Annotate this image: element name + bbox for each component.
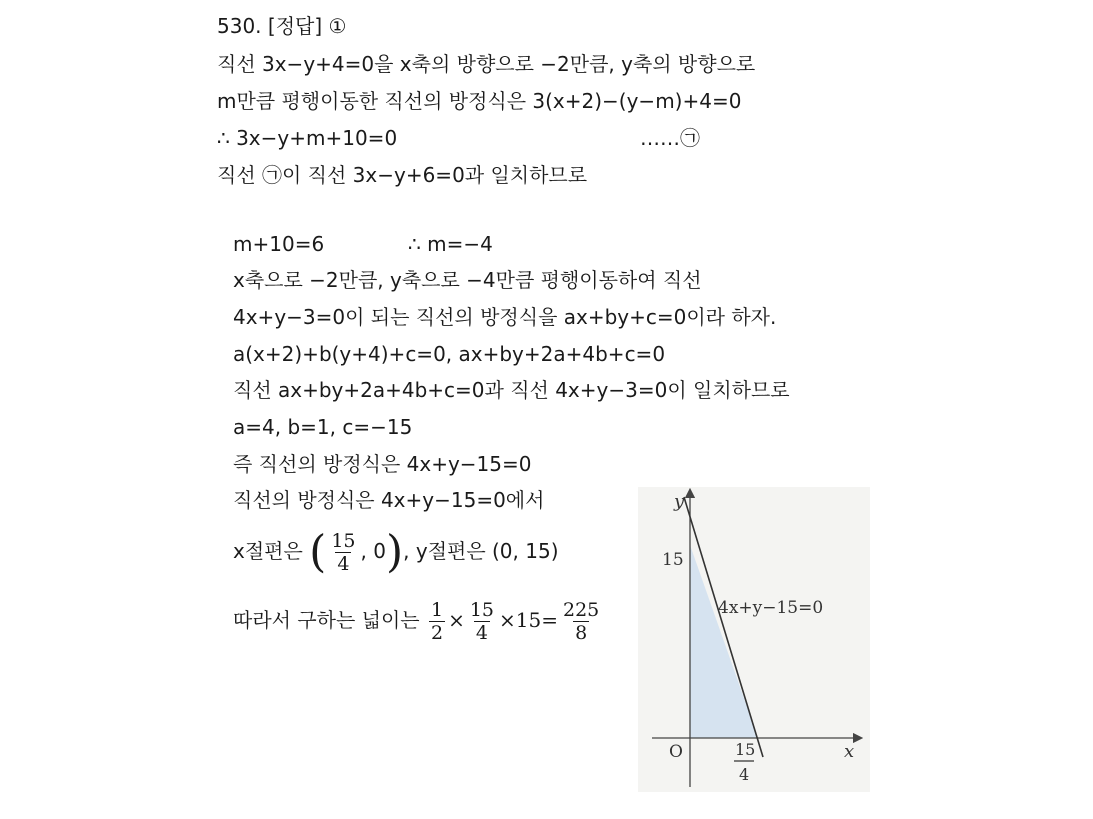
fraction-numerator: 15 xyxy=(469,599,495,621)
equation-reference-mark: ……㉠ xyxy=(640,126,700,150)
area-prefix: 따라서 구하는 넓이는 xyxy=(233,608,420,632)
y-intercept-text: , y절편은 (0, 15) xyxy=(403,539,559,563)
solution-line-2: m만큼 평행이동한 직선의 방정식은 3(x+2)−(y−m)+4=0 xyxy=(217,89,742,113)
answer-value: ① xyxy=(328,14,347,38)
solution-line-5b: ∴ m=−4 xyxy=(408,232,493,256)
x-intercept-fraction xyxy=(329,530,357,575)
line-equation-label: 4x+y−15=0 xyxy=(718,598,824,618)
close-paren: ) xyxy=(385,526,404,578)
solution-line-4: 직선 ㉠이 직선 3x−y+6=0과 일치하므로 xyxy=(217,163,588,187)
y-axis-label: y xyxy=(674,491,685,512)
fraction-fifteen-quarters xyxy=(468,599,496,644)
fraction-denominator: 4 xyxy=(337,553,350,575)
fraction-denominator: 4 xyxy=(475,622,488,644)
intercept-graph xyxy=(638,487,870,792)
fraction-denominator: 2 xyxy=(430,622,444,644)
fraction-numerator: 1 xyxy=(430,599,444,621)
y-intercept-label: 15 xyxy=(662,550,684,570)
times-sign: × xyxy=(448,608,465,632)
solution-line-9: 직선 ax+by+2a+4b+c=0과 직선 4x+y−3=0이 일치하므로 xyxy=(233,378,790,402)
intercepts-line xyxy=(233,523,559,579)
fraction-one-half xyxy=(429,599,445,644)
solution-line-5a: m+10=6 xyxy=(233,232,325,256)
times-fifteen-equals: ×15= xyxy=(499,608,558,632)
fraction-denominator: 8 xyxy=(575,622,588,644)
answer-label: [정답] xyxy=(267,14,323,38)
problem-header xyxy=(217,14,346,38)
solution-line-11: 즉 직선의 방정식은 4x+y−15=0 xyxy=(233,452,532,476)
x-intercept-prefix: x절편은 xyxy=(233,539,303,563)
solution-line-1: 직선 3x−y+4=0을 x축의 방향으로 −2만큼, y축의 방향으로 xyxy=(217,52,756,76)
open-paren: ( xyxy=(309,526,327,578)
solution-line-12: 직선의 방정식은 4x+y−15=0에서 xyxy=(233,488,545,512)
problem-number: 530. xyxy=(217,14,262,38)
fraction-numerator: 225 xyxy=(562,599,600,621)
area-line xyxy=(233,592,604,648)
solution-line-6: x축으로 −2만큼, y축으로 −4만큼 평행이동하여 직선 xyxy=(233,268,702,292)
fraction-result xyxy=(561,599,601,644)
fraction-numerator: 15 xyxy=(331,530,356,552)
x-axis-label: x xyxy=(844,741,855,762)
solution-line-7: 4x+y−3=0이 되는 직선의 방정식을 ax+by+c=0이라 하자. xyxy=(233,305,777,329)
solution-line-10: a=4, b=1, c=−15 xyxy=(233,415,413,439)
solution-line-8: a(x+2)+b(y+4)+c=0, ax+by+2a+4b+c=0 xyxy=(233,342,666,366)
x-intercept-numerator: 15 xyxy=(735,740,756,759)
x-intercept-tail: , 0 xyxy=(360,539,386,563)
origin-label: O xyxy=(669,742,683,762)
x-intercept-denominator: 4 xyxy=(739,765,750,784)
solution-line-3: ∴ 3x−y+m+10=0 xyxy=(217,126,398,150)
